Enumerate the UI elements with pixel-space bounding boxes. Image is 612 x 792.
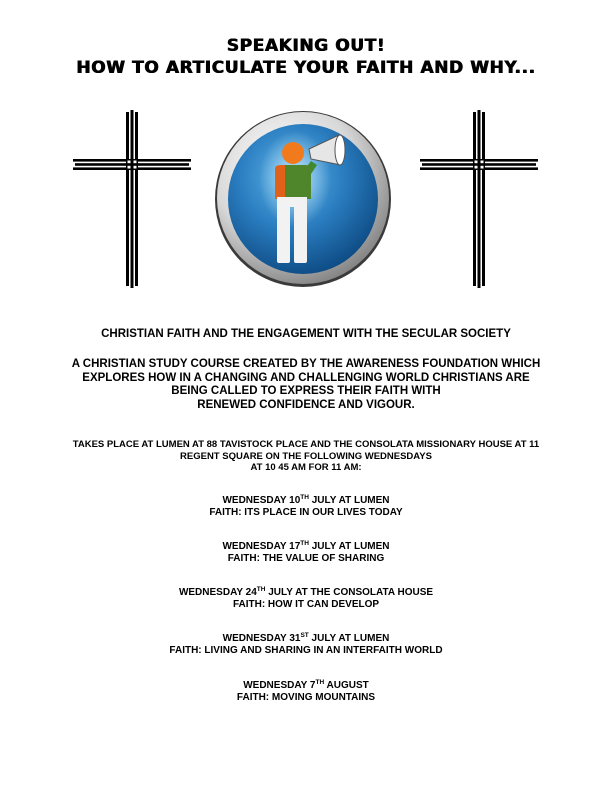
- session-topic: FAITH: HOW IT CAN DEVELOP: [232, 599, 380, 610]
- flyer-header: [0, 35, 612, 79]
- subtitle-text: CHRISTIAN FAITH AND THE ENGAGEMENT WITH THE SECULAR SOCIETY: [101, 328, 511, 340]
- session-topic: FAITH: MOVING MOUNTAINS: [236, 692, 376, 703]
- course-description: [0, 358, 612, 412]
- cross-icon: [420, 110, 538, 288]
- session-topic: FAITH: LIVING AND SHARING IN AN INTERFAITH WORLD: [169, 645, 443, 656]
- title-line-2: HOW TO ARTICULATE YOUR FAITH AND WHY...: [76, 58, 536, 78]
- session-date: WEDNESDAY 10TH JULY AT LUMEN: [222, 494, 390, 506]
- cross-icon: [73, 110, 191, 288]
- description-line: RENEWED CONFIDENCE AND VIGOUR.: [197, 398, 415, 411]
- venue-details: [0, 439, 612, 474]
- session-date: WEDNESDAY 7TH AUGUST: [243, 679, 369, 691]
- session-item: [0, 680, 612, 704]
- session-topic: FAITH: ITS PLACE IN OUR LIVES TODAY: [209, 507, 403, 518]
- description-line: A CHRISTIAN STUDY COURSE CREATED BY THE AWARENESS FOUNDATION WHICH: [71, 358, 541, 370]
- title-line-1: SPEAKING OUT!: [226, 36, 386, 56]
- course-subtitle: [0, 328, 612, 342]
- venue-line: REGENT SQUARE ON THE FOLLOWING WEDNESDAYS: [180, 450, 432, 462]
- session-topic: FAITH: THE VALUE OF SHARING: [227, 553, 385, 564]
- description-line: BEING CALLED TO EXPRESS THEIR FAITH WITH: [171, 385, 441, 397]
- session-item: [0, 587, 612, 611]
- session-date: WEDNESDAY 17TH JULY AT LUMEN: [222, 540, 390, 552]
- megaphone-speaker-emblem-icon: [211, 107, 397, 291]
- session-date: WEDNESDAY 24TH JULY AT THE CONSOLATA HOUSE: [178, 586, 434, 598]
- session-item: [0, 633, 612, 657]
- session-item: [0, 541, 612, 565]
- description-line: EXPLORES HOW IN A CHANGING AND CHALLENGING WORLD CHRISTIANS ARE: [82, 371, 530, 384]
- session-item: [0, 495, 612, 519]
- session-date: WEDNESDAY 31ST JULY AT LUMEN: [222, 632, 390, 644]
- venue-line: TAKES PLACE AT LUMEN AT 88 TAVISTOCK PLACE AND THE CONSOLATA MISSIONARY HOUSE AT 11: [72, 439, 540, 450]
- venue-line: AT 10 45 AM FOR 11 AM:: [250, 462, 362, 473]
